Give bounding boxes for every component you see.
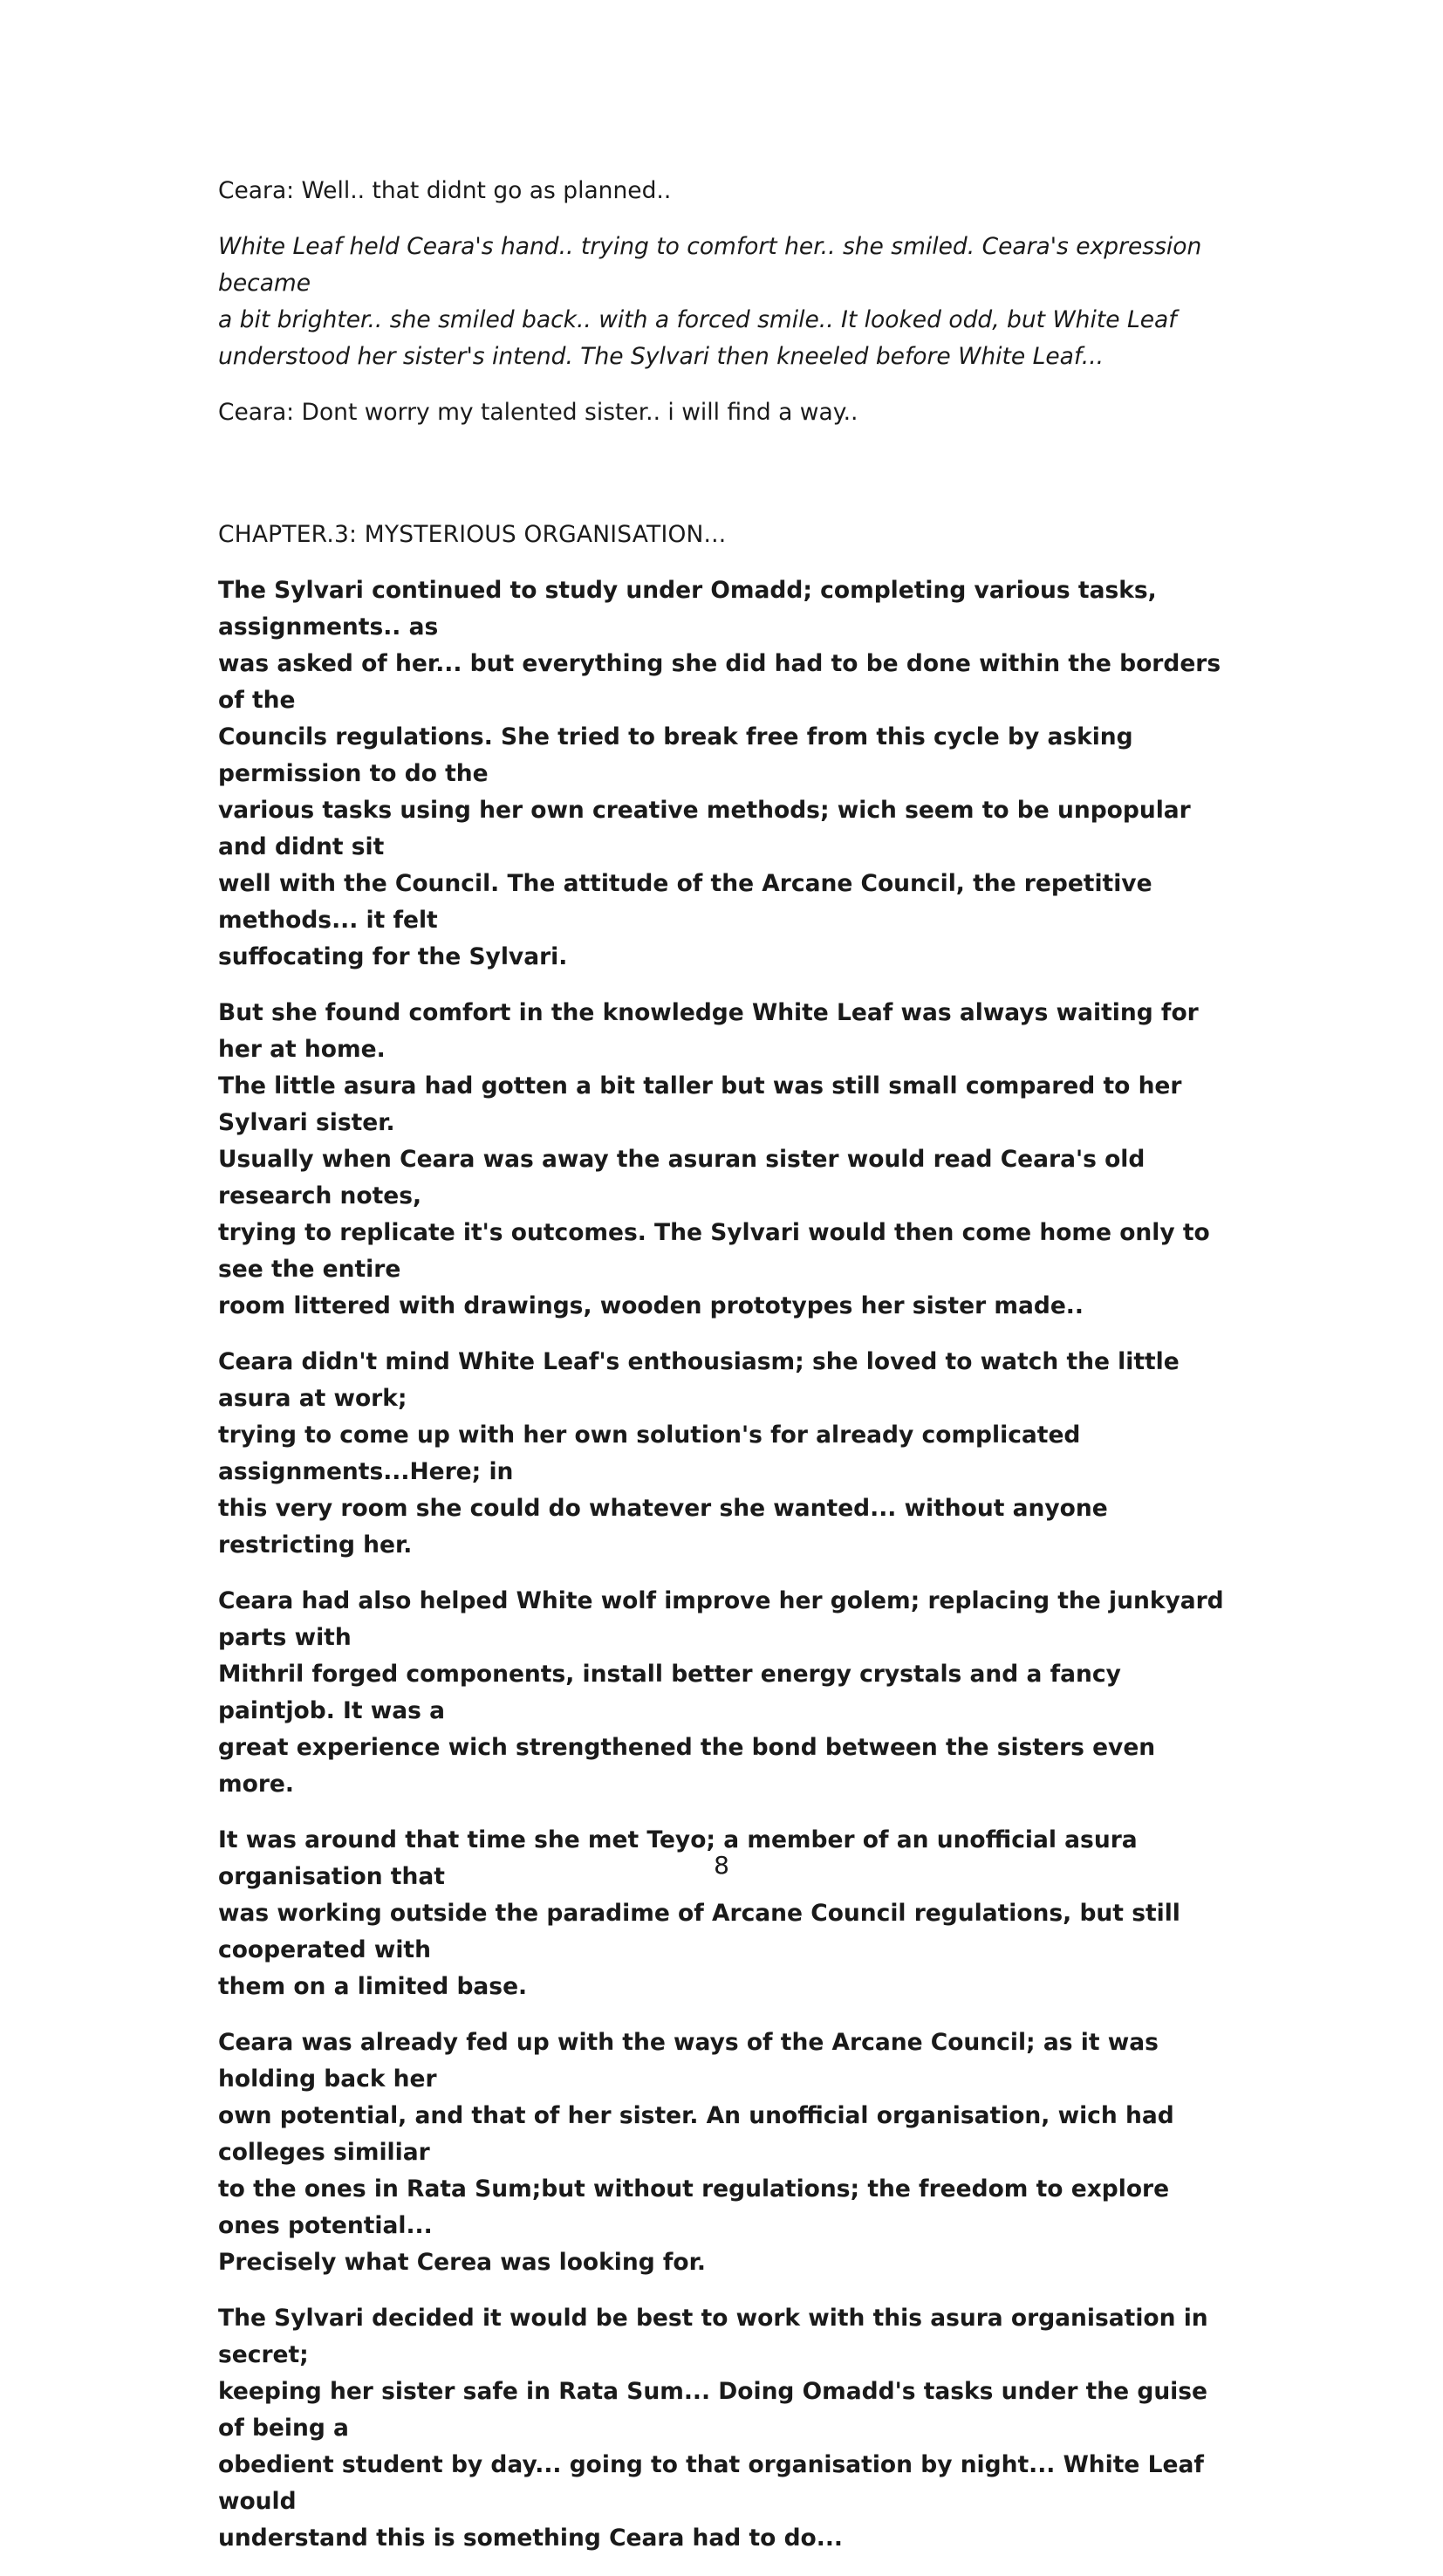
dialogue-line-ceara-planned: Ceara: Well.. that didnt go as planned..	[218, 177, 672, 204]
page-content	[218, 173, 1239, 2576]
narration-paragraph: White Leaf held Ceara's hand.. trying to comfort her.. she smiled. Ceara's expression became a bit brighter.. she smiled back.. with a forced smile.. It looked odd, but White Leaf understood her sister's intend. The Sylvari then kneeled before White Leaf...	[218, 233, 1202, 370]
page-number: 8	[714, 1851, 729, 1880]
chapter-paragraph-7: The Sylvari decided it would be best to work with this asura organisation in secret; keeping her sister safe in Rata Sum... Doing Omadd's tasks under the guise of being a obedient student by day... going to that organisation by night... White Leaf would understand this is something Ceara had to do...	[218, 2305, 1208, 2552]
chapter-paragraph-5: It was around that time she met Teyo; a member of an unofficial asura organisation that was working outside the paradime of Arcane Council regulations, but still cooperated with them on a limited base.	[218, 1826, 1180, 2000]
dialogue-line-ceara-find-way: Ceara: Dont worry my talented sister.. i will find a way..	[218, 399, 858, 426]
chapter-paragraph-2: But she found comfort in the knowledge White Leaf was always waiting for her at home. The little asura had gotten a bit taller but was still small compared to her Sylvari sister. Usually when Ceara was away the asuran sister would read Ceara's old research notes, trying to replicate it's outcomes. The Sylvari would then come home only to see the entire room littered with drawings, wooden prototypes her sister made..	[218, 999, 1210, 1319]
chapter-paragraph-6: Ceara was already fed up with the ways of the Arcane Council; as it was holding back her own potential, and that of her sister. An unofficial organisation, wich had colleges similiar to the ones in Rata Sum;but without regulations; the freedom to explore ones potential... Precisely what Cerea was looking for.	[218, 2029, 1174, 2276]
chapter-paragraph-3: Ceara didn't mind White Leaf's enthousiasm; she loved to watch the little asura at work; trying to come up with her own solution's for already complicated assignments...Here; in this very room she could do whatever she wanted... without anyone restricting her.	[218, 1348, 1180, 1559]
chapter-paragraph-4: Ceara had also helped White wolf improve her golem; replacing the junkyard parts with Mithril forged components, install better energy crystals and a fancy paintjob. It was a great experience wich strengthened the bond between the sisters even more.	[218, 1587, 1224, 1798]
chapter-heading: CHAPTER.3: MYSTERIOUS ORGANISATION...	[218, 521, 727, 548]
chapter-paragraph-1: The Sylvari continued to study under Omadd; completing various tasks, assignments.. as was asked of her... but everything she did had to be done within the borders of the Councils regulations. She tried to break free from this cycle by asking permission to do the various tasks using her own creative methods; wich seem to be unpopular and didnt sit well with the Council. The attitude of the Arcane Council, the repetitive methods... it felt suffocating for the Sylvari.	[218, 577, 1221, 970]
section-spacer	[218, 450, 1239, 517]
